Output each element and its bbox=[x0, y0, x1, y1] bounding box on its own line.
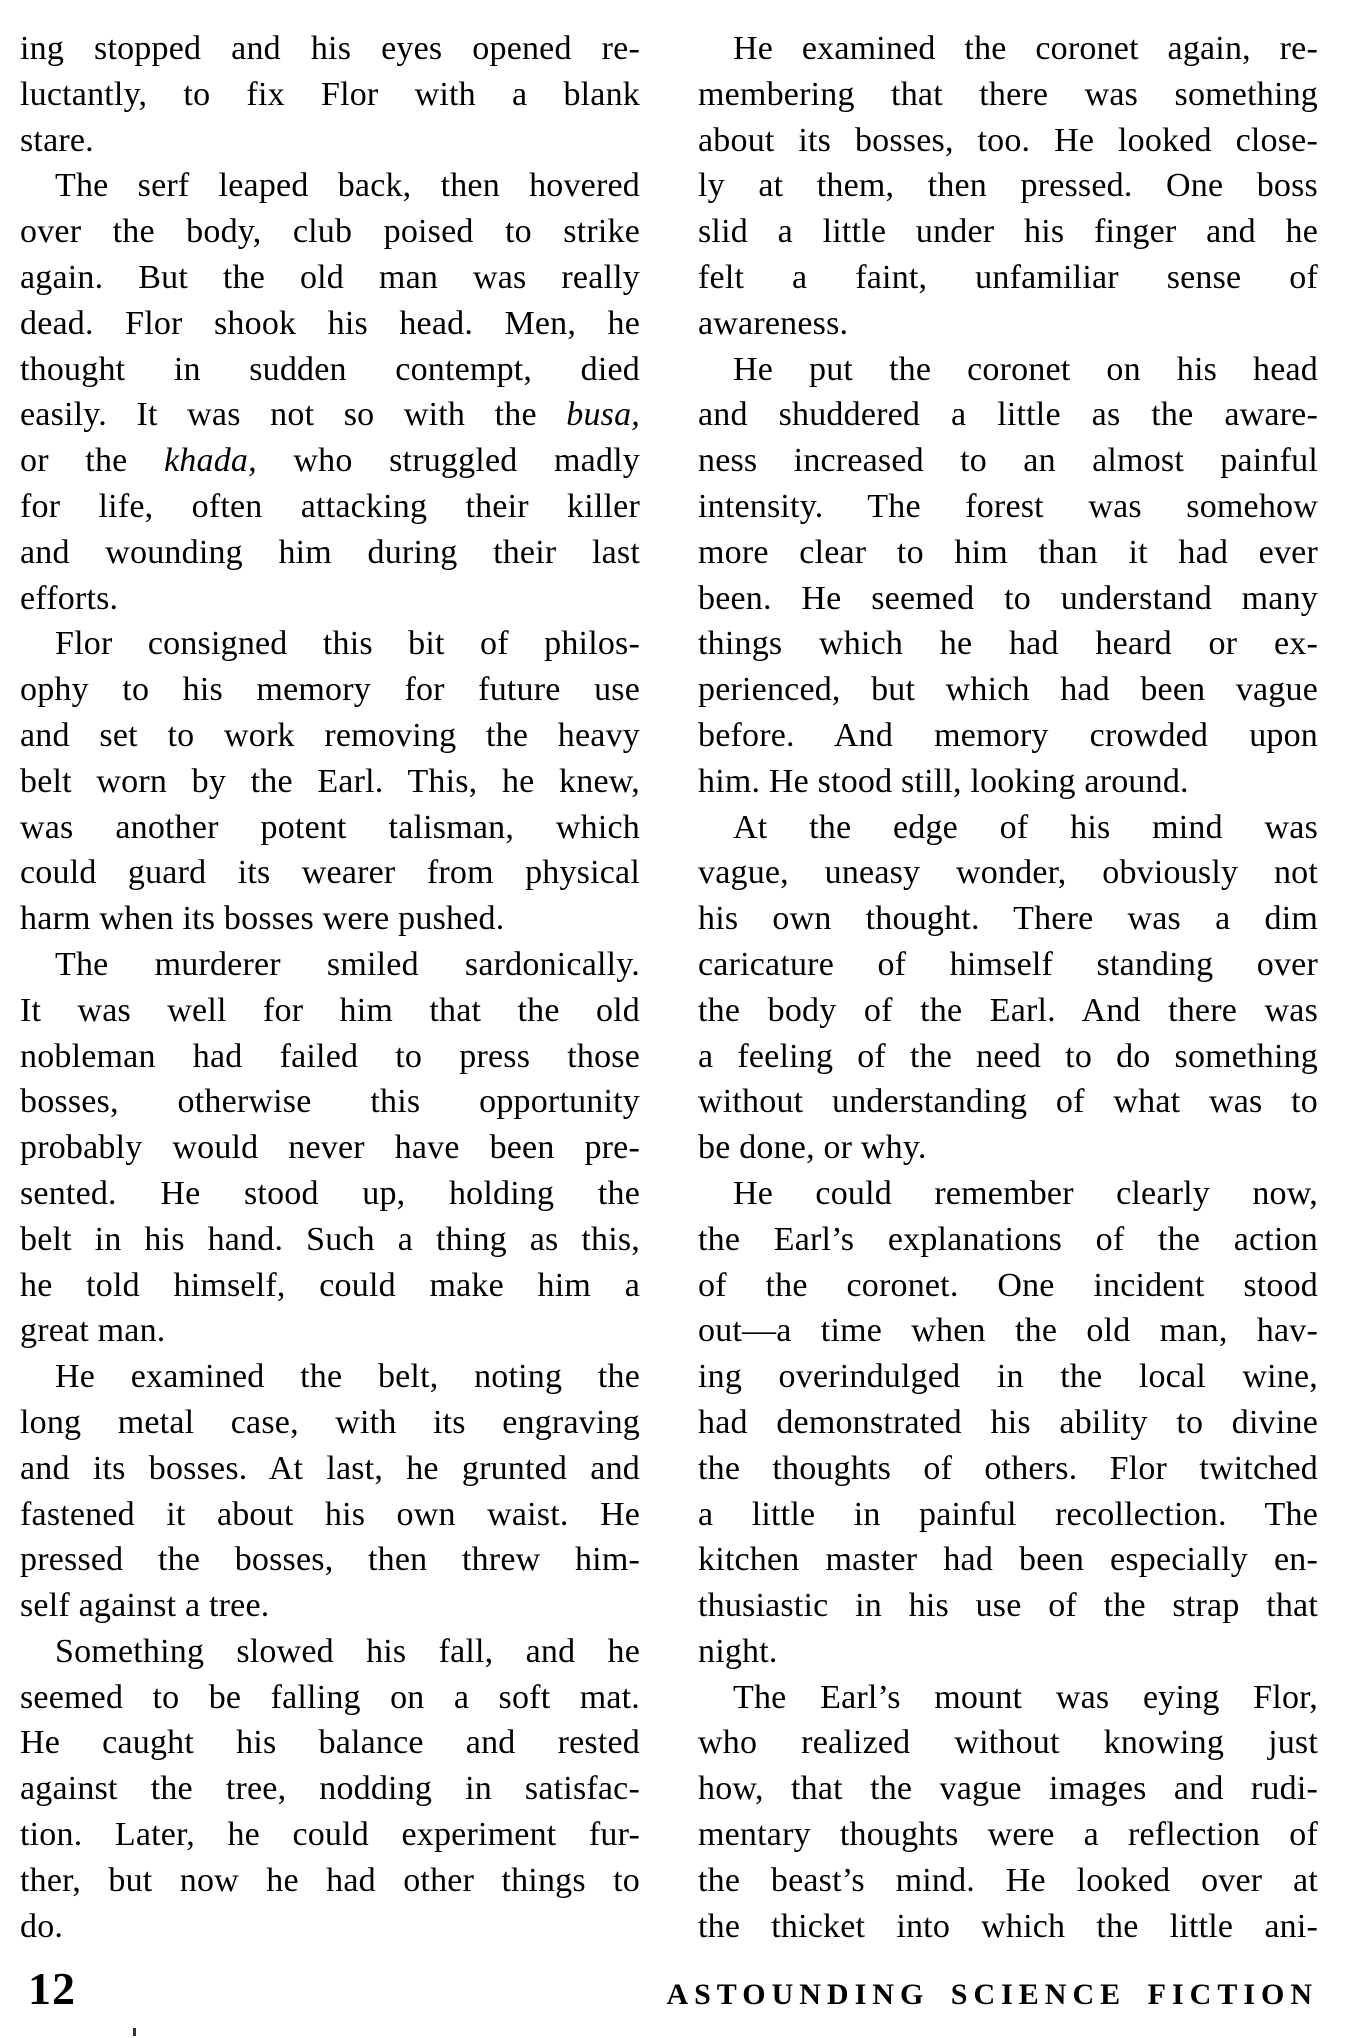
text-segment: who struggled madly bbox=[256, 442, 641, 480]
text-segment: efforts. bbox=[20, 579, 119, 617]
text-line bbox=[20, 1904, 640, 1950]
text-segment: Flor consigned this bit of philos- bbox=[55, 625, 640, 663]
text-segment: vague, uneasy wonder, obviously not bbox=[698, 854, 1318, 892]
text-segment: stare. bbox=[20, 121, 94, 159]
text-segment: thusiastic in his use of the strap that bbox=[698, 1587, 1318, 1625]
text-segment: He could remember clearly now, bbox=[733, 1174, 1318, 1212]
text-segment: more clear to him than it had ever bbox=[698, 533, 1318, 571]
text-segment: He caught his balance and rested bbox=[20, 1724, 640, 1762]
text-segment: great man. bbox=[20, 1312, 166, 1350]
text-segment: pressed the bosses, then threw him- bbox=[20, 1541, 640, 1579]
text-line bbox=[698, 805, 1318, 851]
text-line bbox=[698, 1858, 1318, 1904]
text-line bbox=[20, 621, 640, 667]
italic-text: khada, bbox=[164, 442, 257, 480]
text-segment: intensity. The forest was somehow bbox=[698, 487, 1318, 525]
text-segment: perienced, but which had been vague bbox=[698, 671, 1318, 709]
text-line bbox=[20, 438, 640, 484]
text-line bbox=[20, 759, 640, 805]
text-line bbox=[698, 1812, 1318, 1858]
text-line bbox=[20, 1812, 640, 1858]
text-segment: harm when its bosses were pushed. bbox=[20, 900, 505, 938]
column-left bbox=[20, 26, 640, 1949]
text-line bbox=[20, 347, 640, 393]
text-segment: had demonstrated his ability to divine bbox=[698, 1403, 1318, 1441]
text-segment: felt a faint, unfamiliar sense of bbox=[698, 258, 1318, 296]
text-segment: about its bosses, too. He looked close- bbox=[698, 121, 1318, 159]
text-line bbox=[698, 1537, 1318, 1583]
text-line bbox=[698, 1583, 1318, 1629]
text-segment: the Earl’s explanations of the action bbox=[698, 1220, 1318, 1258]
text-line bbox=[20, 1492, 640, 1538]
text-line bbox=[20, 1537, 640, 1583]
text-line bbox=[20, 26, 640, 72]
text-line bbox=[20, 1125, 640, 1171]
text-line bbox=[698, 1904, 1318, 1950]
text-segment: do. bbox=[20, 1907, 64, 1945]
text-line bbox=[20, 1629, 640, 1675]
text-segment: was another potent talisman, which bbox=[20, 808, 640, 846]
text-segment: nobleman had failed to press those bbox=[20, 1037, 640, 1075]
text-line bbox=[20, 1263, 640, 1309]
text-segment: seemed to be falling on a soft mat. bbox=[20, 1678, 640, 1716]
text-segment: He put the coronet on his head bbox=[733, 350, 1318, 388]
text-line bbox=[698, 1217, 1318, 1263]
text-line bbox=[698, 301, 1318, 347]
text-segment: the thoughts of others. Flor twitched bbox=[698, 1449, 1318, 1487]
text-line bbox=[20, 942, 640, 988]
text-segment: The serf leaped back, then hovered bbox=[55, 167, 640, 205]
text-segment: He examined the belt, noting the bbox=[55, 1358, 640, 1396]
text-segment: At the edge of his mind was bbox=[733, 808, 1318, 846]
text-segment: ness increased to an almost painful bbox=[698, 442, 1318, 480]
text-segment: It was well for him that the old bbox=[20, 991, 640, 1029]
text-segment: before. And memory crowded upon bbox=[698, 716, 1318, 754]
text-line bbox=[20, 1400, 640, 1446]
text-line bbox=[698, 392, 1318, 438]
text-segment: ophy to his memory for future use bbox=[20, 671, 640, 709]
text-line bbox=[20, 1354, 640, 1400]
text-segment: for life, often attacking their killer bbox=[20, 487, 640, 525]
text-line bbox=[698, 576, 1318, 622]
text-segment: over the body, club poised to strike bbox=[20, 213, 640, 251]
text-segment: and its bosses. At last, he grunted and bbox=[20, 1449, 640, 1487]
text-segment: belt worn by the Earl. This, he knew, bbox=[20, 762, 640, 800]
text-line bbox=[698, 1400, 1318, 1446]
text-line bbox=[698, 621, 1318, 667]
text-line bbox=[698, 713, 1318, 759]
magazine-title: ASTOUNDING SCIENCE FICTION bbox=[666, 1978, 1318, 2011]
text-segment: his own thought. There was a dim bbox=[698, 900, 1318, 938]
text-segment: He examined the coronet again, re- bbox=[733, 30, 1318, 67]
text-line bbox=[698, 896, 1318, 942]
text-segment: he told himself, could make him a bbox=[20, 1266, 640, 1304]
text-segment: ther, but now he had other things to bbox=[20, 1861, 640, 1899]
text-segment: The Earl’s mount was eying Flor, bbox=[733, 1678, 1318, 1716]
text-line bbox=[20, 1583, 640, 1629]
text-line bbox=[20, 301, 640, 347]
text-segment: long metal case, with its engraving bbox=[20, 1403, 640, 1441]
text-segment: The murderer smiled sardonically. bbox=[55, 945, 640, 983]
italic-text: busa, bbox=[566, 396, 640, 434]
text-line bbox=[20, 1034, 640, 1080]
text-line bbox=[698, 1766, 1318, 1812]
column-right bbox=[698, 26, 1318, 1949]
text-segment: dead. Flor shook his head. Men, he bbox=[20, 304, 640, 342]
text-segment: ing overindulged in the local wine, bbox=[698, 1358, 1318, 1396]
text-segment: who realized without knowing just bbox=[698, 1724, 1318, 1762]
text-line bbox=[698, 1492, 1318, 1538]
text-segment: be done, or why. bbox=[698, 1129, 927, 1167]
text-line bbox=[20, 209, 640, 255]
text-line bbox=[20, 1720, 640, 1766]
text-segment: membering that there was something bbox=[698, 75, 1318, 113]
text-segment: bosses, otherwise this opportunity bbox=[20, 1083, 640, 1121]
text-segment: mentary thoughts were a reflection of bbox=[698, 1816, 1318, 1854]
text-columns bbox=[20, 26, 1318, 1949]
text-segment: or the bbox=[20, 442, 165, 480]
text-line bbox=[698, 484, 1318, 530]
text-segment: and shuddered a little as the aware- bbox=[698, 396, 1318, 434]
text-line bbox=[698, 1125, 1318, 1171]
text-line bbox=[20, 530, 640, 576]
text-line bbox=[20, 896, 640, 942]
text-segment: of the coronet. One incident stood bbox=[698, 1266, 1318, 1304]
text-segment: fastened it about his own waist. He bbox=[20, 1495, 640, 1533]
text-line bbox=[20, 850, 640, 896]
text-segment: caricature of himself standing over bbox=[698, 945, 1318, 983]
text-segment: ly at them, then pressed. One boss bbox=[698, 167, 1318, 205]
text-line bbox=[698, 209, 1318, 255]
page-number: 12 bbox=[28, 1963, 76, 2014]
text-line bbox=[698, 850, 1318, 896]
text-line bbox=[698, 163, 1318, 209]
text-segment: kitchen master had been especially en- bbox=[698, 1541, 1318, 1579]
text-segment: luctantly, to fix Flor with a blank bbox=[20, 75, 640, 113]
text-line bbox=[20, 484, 640, 530]
text-line bbox=[698, 1675, 1318, 1721]
text-line bbox=[698, 1308, 1318, 1354]
text-segment: thought in sudden contempt, died bbox=[20, 350, 640, 388]
text-segment: easily. It was not so with the bbox=[20, 396, 567, 434]
text-line bbox=[698, 942, 1318, 988]
text-line bbox=[698, 530, 1318, 576]
text-segment: could guard its wearer from physical bbox=[20, 854, 640, 892]
text-line bbox=[20, 163, 640, 209]
text-line bbox=[20, 805, 640, 851]
text-segment: again. But the old man was really bbox=[20, 258, 640, 296]
text-line bbox=[20, 1446, 640, 1492]
text-line bbox=[20, 1217, 640, 1263]
text-segment: self against a tree. bbox=[20, 1587, 270, 1625]
text-line bbox=[20, 576, 640, 622]
text-segment: things which he had heard or ex- bbox=[698, 625, 1318, 663]
text-line bbox=[20, 392, 640, 438]
text-line bbox=[20, 1766, 640, 1812]
text-line bbox=[20, 1858, 640, 1904]
text-line bbox=[698, 1720, 1318, 1766]
text-line bbox=[698, 72, 1318, 118]
text-line bbox=[20, 1171, 640, 1217]
text-segment: been. He seemed to understand many bbox=[698, 579, 1318, 617]
text-segment: the thicket into which the little ani- bbox=[698, 1907, 1318, 1945]
text-line bbox=[698, 1446, 1318, 1492]
text-segment: ing stopped and his eyes opened re- bbox=[20, 30, 640, 67]
text-line bbox=[20, 988, 640, 1034]
text-segment: a feeling of the need to do something bbox=[698, 1037, 1318, 1075]
text-line bbox=[698, 759, 1318, 805]
text-line bbox=[698, 1354, 1318, 1400]
text-segment: the beast’s mind. He looked over at bbox=[698, 1861, 1318, 1899]
text-segment: how, that the vague images and rudi- bbox=[698, 1770, 1318, 1808]
text-segment: against the tree, nodding in satisfac- bbox=[20, 1770, 640, 1808]
text-segment: probably would never have been pre- bbox=[20, 1129, 640, 1167]
text-line bbox=[20, 255, 640, 301]
text-line bbox=[698, 26, 1318, 72]
text-line bbox=[20, 1675, 640, 1721]
text-line bbox=[698, 1171, 1318, 1217]
text-segment: and wounding him during their last bbox=[20, 533, 640, 571]
text-line bbox=[20, 1308, 640, 1354]
text-line bbox=[698, 438, 1318, 484]
text-line bbox=[698, 1034, 1318, 1080]
text-segment: tion. Later, he could experiment fur- bbox=[20, 1816, 640, 1854]
text-segment: the body of the Earl. And there was bbox=[698, 991, 1318, 1029]
text-line bbox=[20, 72, 640, 118]
scan-artifact bbox=[133, 2028, 136, 2036]
text-line bbox=[20, 1079, 640, 1125]
text-segment: Something slowed his fall, and he bbox=[55, 1632, 640, 1670]
text-segment: without understanding of what was to bbox=[698, 1083, 1318, 1121]
text-line bbox=[698, 255, 1318, 301]
text-segment: and set to work removing the heavy bbox=[20, 716, 640, 754]
text-line bbox=[698, 1079, 1318, 1125]
text-line bbox=[698, 1629, 1318, 1675]
text-line bbox=[20, 713, 640, 759]
text-segment: out—a time when the old man, hav- bbox=[698, 1312, 1318, 1350]
text-line bbox=[698, 667, 1318, 713]
text-line bbox=[698, 988, 1318, 1034]
text-segment: sented. He stood up, holding the bbox=[20, 1174, 640, 1212]
text-line bbox=[20, 118, 640, 164]
text-segment: slid a little under his finger and he bbox=[698, 213, 1318, 251]
text-segment: a little in painful recollection. The bbox=[698, 1495, 1318, 1533]
text-line bbox=[698, 1263, 1318, 1309]
page-footer bbox=[20, 1962, 1318, 2015]
text-segment: belt in his hand. Such a thing as this, bbox=[20, 1220, 640, 1258]
text-line bbox=[698, 118, 1318, 164]
text-line bbox=[20, 667, 640, 713]
text-segment: awareness. bbox=[698, 304, 849, 342]
text-segment: night. bbox=[698, 1632, 778, 1670]
text-line bbox=[698, 347, 1318, 393]
text-segment: him. He stood still, looking around. bbox=[698, 762, 1189, 800]
